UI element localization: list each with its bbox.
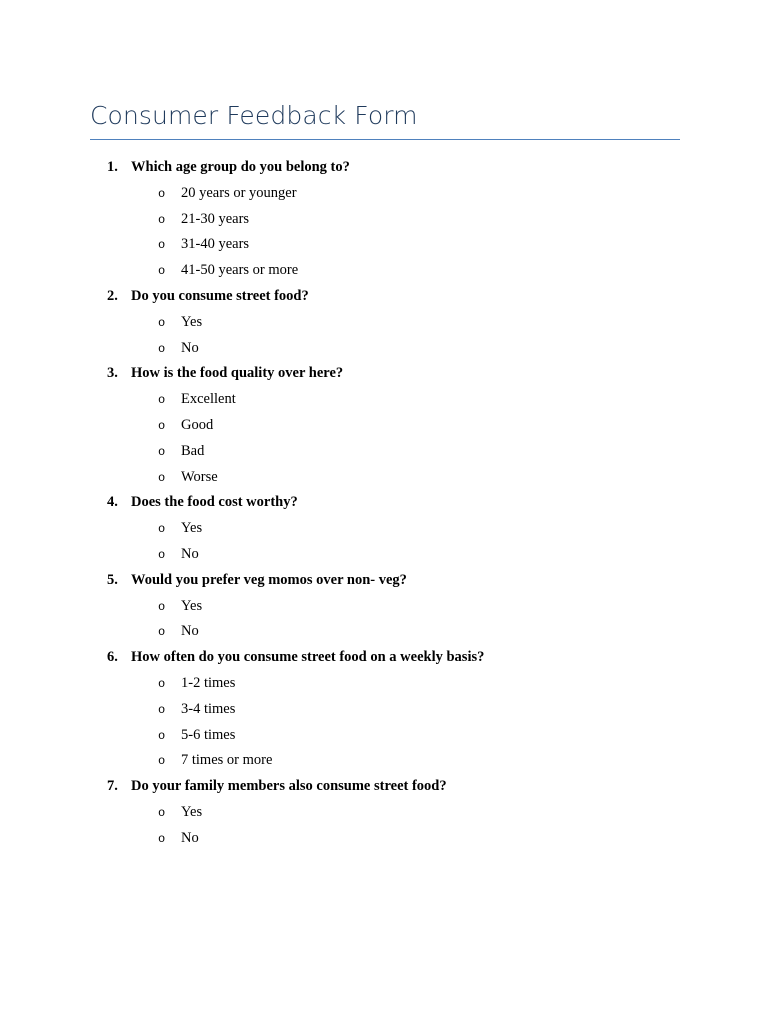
option-label: No bbox=[181, 545, 199, 562]
hollow-bullet-icon: o bbox=[158, 754, 166, 769]
question-heading bbox=[0, 568, 768, 594]
question-heading bbox=[0, 284, 768, 310]
hollow-bullet-icon: o bbox=[158, 186, 166, 201]
question-heading bbox=[0, 361, 768, 387]
hollow-bullet-icon: o bbox=[158, 547, 166, 562]
answer-option bbox=[0, 258, 768, 284]
option-label: 1-2 times bbox=[181, 674, 236, 691]
question-item bbox=[0, 774, 768, 851]
question-text: Would you prefer veg momos over non- veg? bbox=[131, 571, 407, 588]
option-list bbox=[0, 310, 768, 362]
question-number: 6. bbox=[107, 649, 118, 666]
option-list bbox=[0, 387, 768, 490]
hollow-bullet-icon: o bbox=[158, 831, 166, 846]
option-label: No bbox=[181, 339, 199, 356]
option-list bbox=[0, 516, 768, 568]
answer-option bbox=[0, 413, 768, 439]
option-list bbox=[0, 800, 768, 852]
answer-option bbox=[0, 207, 768, 233]
hollow-bullet-icon: o bbox=[158, 522, 166, 537]
hollow-bullet-icon: o bbox=[158, 393, 166, 408]
option-list bbox=[0, 671, 768, 774]
option-label: Good bbox=[181, 416, 214, 433]
hollow-bullet-icon: o bbox=[158, 599, 166, 614]
question-text: How is the food quality over here? bbox=[131, 365, 344, 382]
option-label: Yes bbox=[181, 597, 203, 614]
answer-option bbox=[0, 465, 768, 491]
title-underline bbox=[90, 139, 680, 140]
hollow-bullet-icon: o bbox=[158, 264, 166, 279]
option-label: 31-40 years bbox=[181, 236, 250, 253]
answer-option bbox=[0, 439, 768, 465]
answer-option bbox=[0, 723, 768, 749]
answer-option bbox=[0, 800, 768, 826]
answer-option bbox=[0, 181, 768, 207]
hollow-bullet-icon: o bbox=[158, 728, 166, 743]
hollow-bullet-icon: o bbox=[158, 805, 166, 820]
question-item bbox=[0, 568, 768, 645]
answer-option bbox=[0, 748, 768, 774]
option-label: Yes bbox=[181, 313, 203, 330]
hollow-bullet-icon: o bbox=[158, 341, 166, 356]
answer-option bbox=[0, 336, 768, 362]
question-text: Does the food cost worthy? bbox=[131, 494, 298, 511]
question-number: 2. bbox=[107, 287, 118, 304]
hollow-bullet-icon: o bbox=[158, 676, 166, 691]
hollow-bullet-icon: o bbox=[158, 212, 166, 227]
option-label: No bbox=[181, 623, 199, 640]
hollow-bullet-icon: o bbox=[158, 702, 166, 717]
option-label: 41-50 years or more bbox=[181, 262, 299, 279]
option-label: 21-30 years bbox=[181, 210, 250, 227]
answer-option bbox=[0, 826, 768, 852]
question-heading bbox=[0, 774, 768, 800]
answer-option bbox=[0, 542, 768, 568]
hollow-bullet-icon: o bbox=[158, 444, 166, 459]
answer-option bbox=[0, 232, 768, 258]
answer-option bbox=[0, 310, 768, 336]
question-text: Do your family members also consume street food? bbox=[131, 778, 447, 795]
question-item bbox=[0, 645, 768, 774]
question-item bbox=[0, 155, 768, 284]
answer-option bbox=[0, 671, 768, 697]
hollow-bullet-icon: o bbox=[158, 625, 166, 640]
question-list bbox=[0, 155, 768, 852]
question-number: 5. bbox=[107, 571, 118, 588]
option-list bbox=[0, 181, 768, 284]
hollow-bullet-icon: o bbox=[158, 315, 166, 330]
form-title: Consumer Feedback Form bbox=[90, 101, 418, 130]
question-heading bbox=[0, 155, 768, 181]
question-item bbox=[0, 361, 768, 490]
question-number: 4. bbox=[107, 494, 118, 511]
option-label: Bad bbox=[181, 442, 205, 459]
question-number: 3. bbox=[107, 365, 118, 382]
answer-option bbox=[0, 387, 768, 413]
answer-option bbox=[0, 594, 768, 620]
question-number: 7. bbox=[107, 778, 118, 795]
hollow-bullet-icon: o bbox=[158, 470, 166, 485]
question-heading bbox=[0, 490, 768, 516]
question-text: How often do you consume street food on a weekly basis? bbox=[131, 649, 485, 666]
hollow-bullet-icon: o bbox=[158, 418, 166, 433]
option-label: No bbox=[181, 829, 199, 846]
question-heading bbox=[0, 645, 768, 671]
option-label: 20 years or younger bbox=[181, 184, 297, 201]
option-label: Excellent bbox=[181, 391, 236, 408]
question-item bbox=[0, 284, 768, 361]
question-number: 1. bbox=[107, 159, 118, 175]
question-item bbox=[0, 490, 768, 567]
option-label: 5-6 times bbox=[181, 726, 236, 743]
answer-option bbox=[0, 697, 768, 723]
option-list bbox=[0, 594, 768, 646]
option-label: 7 times or more bbox=[181, 752, 273, 769]
option-label: Yes bbox=[181, 520, 203, 537]
answer-option bbox=[0, 516, 768, 542]
option-label: Yes bbox=[181, 803, 203, 820]
hollow-bullet-icon: o bbox=[158, 238, 166, 253]
option-label: 3-4 times bbox=[181, 700, 236, 717]
question-text: Which age group do you belong to? bbox=[131, 159, 350, 175]
option-label: Worse bbox=[181, 468, 218, 485]
answer-option bbox=[0, 619, 768, 645]
question-text: Do you consume street food? bbox=[131, 287, 309, 304]
